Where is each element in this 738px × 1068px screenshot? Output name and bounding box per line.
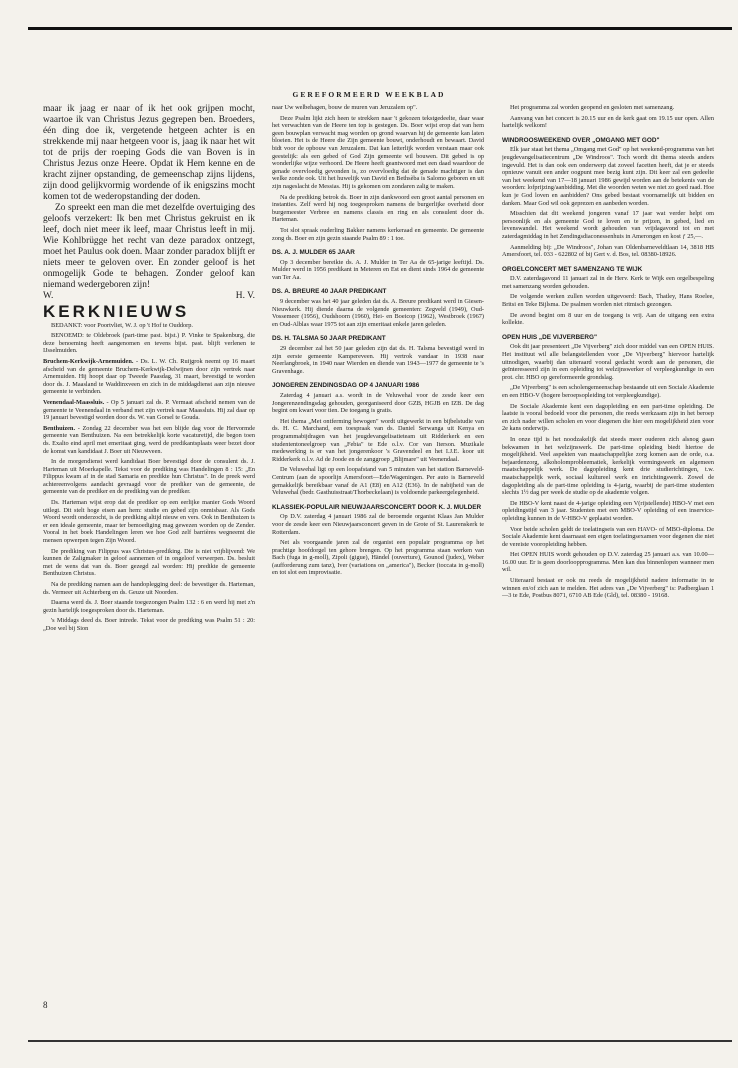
news-paragraph: Het programma zal worden geopend en gesloten met samenzang. xyxy=(510,104,675,111)
news-paragraph: In onze tijd is het noodzakelijk dat steeds meer ouderen zich alsnog gaan bekwamen in het welzijnswerk. De part-time opleiding biedt hiertoe de mogelijkheid. Veel aspekten van maatschappelijke zorg komen aan de orde, o.a. bejaardenzorg, alkoholomprobleematiek, kerkelijk vormingswerk en algemeen maatschappelijk werk. De dagopleiding kent drie studierichtingen, t.w. maatschappelijk werk, sociaal kultureel werk en inrichtingswerk. Zowel de dagopleiding als de part-time opleiding is 4-jarig, waarbij de part-time studenten slechts 1½ dag per week de studie op de akademie volgen. xyxy=(502,435,714,497)
news-paragraph: Tot slot spraak ouderling Bakker namens kerkeraad en gemeente. De gemeente zong ds. Boer en zijn gezin staande Psalm 89 : 1 toe. xyxy=(272,226,484,242)
column-right xyxy=(502,104,714,603)
essay-paragraph: maar ik jaag er naar of ik het ook grijpen mocht, waartoe ik van Christus Jezus gegrepen ben. Broeders, één ding doe ik, vergetende hetgeen achter is en strekkende mij naar hetgeen voor is, jaag ik naar het wit tot de prijs der roeping Gods die van Boven is in Christus Jezus onze Heere. Opdat ik Hem kenne en de kracht zijner opstanding, de gemeenschap zijns lijdens, zijn dood gelijkvormig wordende of ik enigszins mocht komen tot de wederopstanding der doden. xyxy=(43,104,255,202)
news-paragraph: De volgende werken zullen worden uitgevoerd: Bach, Thatley, Hans Roelee, Britsi en Teke Bijlsma. De psalmen worden niet ritmisch gezongen. xyxy=(502,293,714,309)
news-item xyxy=(43,581,255,596)
benthuizen-continued xyxy=(272,104,484,242)
top-rule xyxy=(28,27,732,30)
news-heading: WINDROOSWEEKEND OVER „OMGANG MET GOD" xyxy=(502,136,660,144)
news-item-place: Veenendaal-Maassluis. xyxy=(43,398,105,406)
bottom-rule xyxy=(28,1040,732,1042)
news-items-right xyxy=(502,137,714,600)
news-paragraph: 29 december zal het 50 jaar geleden zijn dat ds. H. Talsma bevestigd werd in zijn eerste gemeente Kampereveen. Hij vertrok vandaar in 1938 naar Neerlangbroek, in 1940 naar Wierden en diende van 1943—1977 de gemeente te 's Gravenhage. xyxy=(272,345,484,375)
news-item-text: - Zondag 22 december was het een blijde dag voor de Hervormde gemeente van Benthuizen. Na een betrekkelijk korte vacaturetijd, die begon toen ds. Exalto eind april met emeritaat ging, werd de predikantsplaats weer bezet door de komst van kandidaat J. Boer uit Nieuwveen. xyxy=(43,424,255,455)
news-paragraph: Het OPEN HUIS wordt gehouden op D.V. zaterdag 25 januari a.s. van 10.00—16.00 uur. Er is geen doorloopprogramma. Men kan dus binnenlopen wanneer men wil. xyxy=(502,551,714,574)
news-paragraph: Zaterdag 4 januari a.s. wordt in de Veluwehal voor de zesde keer een Jongerenzendingsdag gehouden, georganiseerd door GZB, HGJB en IZB. De dag begint om kwart voor tien. De toegang is gratis. xyxy=(272,392,484,415)
news-paragraph: Aanvang van het concert is 20.15 uur en de kerk gaat om 19.15 uur open. Allen hartelijk welkom! xyxy=(502,114,714,130)
news-paragraph: Misschien dat dit weekend jongeren vanaf 17 jaar wat verder helpt om persoonlijk en als gemeente God te loven en te prijzen, in gebed, lied en levenswandel. Het weekend wordt gehouden van vrijdagavond tot en met zaterdagmiddag in het Zendingsdiaconessenhuis in Amerongen en kost ƒ 25,—. xyxy=(502,210,714,240)
news-heading: KLASSIEK-POPULAIR NIEUWJAARSCONCERT DOOR K. J. MULDER xyxy=(272,503,482,511)
news-item xyxy=(43,358,255,396)
news-item xyxy=(43,548,255,578)
news-item xyxy=(43,499,255,545)
news-paragraph: Elk jaar staat het thema „Omgang met God" op het weekend-programma van het jeugdevangelisatiecentrum „De Windroos". Toch wordt dit thema steeds anders ingevuld. Het is dan ook een onderwerp dat zoveel facetten heeft, dat je er steeds opnieuw vanuit een ander oogpunt mee bezig kunt zijn. Dit keer zal een gedeelte van het weekend van 17—18 januari 1986 gewijd worden aan de betekenis van de woorden: lofprijzing/aanbidding. Met die woorden weten we niet zo goed raad. Hoe kun je God loven en aanbidden? Ons gebed bestaat voornamelijk uit bidden en danken. Maar God wil ook geprezen en aanbeden worden. xyxy=(502,146,714,207)
column-left xyxy=(43,104,255,636)
news-item-text: 's Middags deed ds. Boer intrede. Tekst voor de prediking was Psalm 51 : 20: „Doe wel bij Sion xyxy=(43,617,255,632)
news-item-text: - Op 5 januari zal ds. P. Vermaat afscheid nemen van de gemeente te Veenendaal in verband met zijn vertrek naar Maassluis. Hij zal daar op 19 januari bevestigd worden door ds. W. van Gorsel te Gouda. xyxy=(43,398,255,422)
news-paragraph: naar Uw welbehagen, bouw de muren van Jeruzalem op". xyxy=(272,104,418,111)
news-item-text: De prediking van Filippus was Christus-prediking. Die is niet vrijblijvend: We kunnen de Zaligmaker in geloof aannemen of in ongeloof verwerpen. Ds. besluit met de wens dat van ds. Boer gezegd zal worden: Hij predikte de gemeente Benthuizen Christus. xyxy=(43,547,255,578)
news-item-text: Daarna werd ds. J. Boer staande toegezongen Psalm 132 : 6 en werd hij met z'n gezin hartelijk toegesproken door ds. Harteman. xyxy=(43,599,255,614)
news-paragraph: De HBO-V kent naast de 4-jarige opleiding een V(rijstellende) HBO-V met een opleidingstijd van 3 jaar. Studenten met een MBO-V opleiding of een inservice-opleiding kunnen in de V-HBO-V geplaatst worden. xyxy=(502,499,714,522)
news-heading: JONGEREN ZENDINGSDAG OP 4 JANUARI 1986 xyxy=(272,382,420,390)
essay-conclusion xyxy=(43,104,255,291)
news-item-text: BENOEMD: te Oldebroek (part-time past. bijst.) P. Vinke te Spakenburg, die deze benoeming heeft aangenomen en tevens bijst. past. blijft verlenen te IJsselmuiden. xyxy=(43,332,255,355)
page-number: 8 xyxy=(43,1000,48,1010)
news-item xyxy=(43,599,255,614)
news-paragraph: Ook dit jaar presenteert „De Vijverberg" zich door middel van een OPEN HUIS. Het instituut wil alle belangstellenden voor „De Vijverberg" hiervoor hartelijk uitnodigen, waarbij dan uiteraard vooral gedacht wordt aan de personen, die geïnteresseerd zijn in een opleiding tot welzijnswerker of verpleegkundige in een prot. chr. HBO op gereformeerde grondslag. xyxy=(502,343,714,381)
news-paragraph: Voor beide scholen geldt de toelatingseis van een HAVO- of MBO-diploma. De Sociale Akademie kent daarnaast een eigen toelatingsexamen voor degenen die niet de vereiste vooropleiding hebben. xyxy=(502,525,714,548)
news-heading: DS. A. J. MULDER 65 JAAR xyxy=(272,249,355,257)
news-paragraph: Op D.V. zaterdag 4 januari 1986 zal de beroemde organist Klaas Jan Mulder voor de zesde keer een Nieuwjaarsconcert geven in de Grote of St. Laurenskerk te Rotterdam. xyxy=(272,513,484,536)
news-paragraph: „De Vijverberg" is een scholengemeenschap bestaande uit een Sociale Akademie en een HBO-V (hogere beroepsopleiding tot verpleegkundige). xyxy=(502,384,714,399)
news-paragraph: Deze Psalm lijkt zich heen te strekken naar 't gekozen tekstgedeelte, daar waar het verwachten van de Heere ten top is gestegen. Ds. Boer wijst erop dat van hem geen bouwplan verwacht mag worden op grond waarvan hij de gemeente kan laten bloeien. Het is de Heere die Zijn gemeente bouwt, onderhoudt en bewaart. David bidt voor de opbouw van Jeruzalem. Dat kan letterlijk worden verstaan maar ook geestelijk: als een gebed of God Zijn gemeente wil bouwen. Dit gebed is op wonderlijke wijze verhoord. De Heere heeft geantwoord met een daad waardoor de genade overvloedig gevonden is, zo overvloedig dat de genade machtiger is dan welke zonde ook. Uit het huwelijk van David en Bethsèba is Salomo geboren en uit zijn nageslacht de Messias. Hij is gekomen om zondaren zalig te maken. xyxy=(272,114,484,190)
news-item xyxy=(43,617,255,632)
signature-left: W. xyxy=(43,291,54,301)
news-heading: DS. A. BREURE 40 JAAR PREDIKANT xyxy=(272,288,387,296)
news-paragraph: D.V. zaterdagavond 11 januari zal in de Herv. Kerk te Wijk een orgelbespeling met samenzang worden gehouden. xyxy=(502,275,714,290)
news-item-text: - Ds. L. W. Ch. Ruijgrok neemt op 16 maart afscheid van de gemeente Bruchem-Kerkwijk-Delwijnen door zijn vertrek naar Arnemuiden. Hij hoopt daar op Tweede Paasdag, 31 maart, bevestigd te worden door ds. J. Maasland te Waddinxveen en zich in de middagdienst aan zijn nieuwe gemeente te verbinden. xyxy=(43,357,255,396)
news-paragraph: Aanmelding bij: „De Windroos", Johan van Oldenbarneveldtlaan 14, 3818 HB Amersfoort, tel. 033 - 622802 of bij Gert v. d. Bos, tel. 08380-18926. xyxy=(502,243,714,259)
news-item-text: BEDANKT: voor Poortvliet, W. J. op 't Hof te Ouddorp. xyxy=(51,321,193,329)
essay-paragraph: Zo spreekt een man die met dezelfde overtuiging des geloofs verzekert: Ik ben met Christus gekruist en ik leef, doch niet meer ik leef, maar Christus leeft in mij. Wie Kohlbrügge het recht van deze paradox ontzegt, moet het Paulus ook doen. Maar zonder paradox blijft er niets meer te geloven over. En zonder geloof is het onmogelijk Gode te behagen. Zonder geloof kan niemand wedergeboren zijn! xyxy=(43,203,255,290)
news-item xyxy=(43,399,255,422)
concert-continued xyxy=(502,104,714,130)
news-paragraph: De Sociale Akademie kent een dagopleiding en een part-time opleiding. De laatste is vooral bedoeld voor die personen, die reeds werkzaam zijn in het beroep en zich nader willen scholen en voor diegenen die hier een mogelijkheid zien voor 2e kans onderwijs. xyxy=(502,402,714,433)
news-item xyxy=(43,458,255,496)
news-heading: OPEN HUIS „DE VIJVERBERG" xyxy=(502,333,598,341)
news-paragraph: De avond begint om 8 uur en de toegang is vrij. Aan de uitgang een extra kollekte. xyxy=(502,311,714,327)
column-middle xyxy=(272,104,484,580)
kerknieuws-items xyxy=(43,322,255,633)
news-items-middle xyxy=(272,249,484,577)
masthead: GEREFORMEERD WEEKBLAD xyxy=(292,90,446,99)
news-paragraph: Het thema „Met ontferming bewogen" wordt uitgewerkt in een bijbelstudie van ds. H. C. Marchand, een toespraak van ds. Daniel Serwanga uit Kenya en programmabijdragen van het jeugdevangelisatieteam uit Ridderkerk en een studententoneelgroep van „Febia" te Ede o.l.v. Cor van Iterson. Muzikale medewerking is er van het jongerenkoor 's Gravendeel en het I.J.E. koor uit Ridderkerk o.l.v. Ad de Joode en de zanggroep „Blijmare" uit Veenendaal. xyxy=(272,417,484,463)
kerknieuws-title: KERKNIEUWS xyxy=(43,302,190,321)
news-item xyxy=(43,332,255,355)
news-item xyxy=(43,425,255,455)
news-item-text: In de morgendienst werd kandidaat Boer bevestigd door de consulent ds. J. Harteman uit Moerkapelle. Tekst voor de prediking was Handelingen 8 : 15: „En Filippus kwam af in de stad Samaria en predikte hun Christus". In de preek werd achtereenvolgens aandacht gevraagd voor de prediker van de gemeente, de gemeente van de prediker en de prediking van de prediker. xyxy=(43,458,255,496)
signature-right: H. V. xyxy=(235,291,255,301)
news-item-place: Benthuizen. xyxy=(43,424,76,432)
news-heading: ORGELCONCERT MET SAMENZANG TE WIJK xyxy=(502,265,643,273)
news-item xyxy=(43,322,255,330)
news-paragraph: Uiteraard bestaat er ook nu reeds de mogelijkheid nadere informatie in te winnen en/of zich aan te melden. Het adres van „De Vijverberg" is: Padberglaan 1—3 te Ede, Postbus 8071, 6710 AB Ede (Gld), tel. 08380 - 19168. xyxy=(502,577,714,600)
essay-signature xyxy=(43,291,255,302)
news-item-text: Ds. Harteman wijst erop dat de prediker op een eerlijke manier Gods Woord uitlegt. Dit stelt hoge eisen aan hem: studie en gebed zijn onmisbaar. Als Gods Woord wordt onderzocht, is de prediking altijd nieuw en vers. Ook in Benthuizen is er een ideale gemeente, maar ter bemoediging mag gewezen worden op de Zender. Vooral in het boek Handelingen leren we hoe God zelf barrières wegneemt die mensen opwerpen tegen Zijn Woord. xyxy=(43,499,255,545)
news-item-place: Bruchem-Kerkwijk-Arnemuiden. xyxy=(43,357,134,365)
news-paragraph: Net als voorgaande jaren zal de organist een populair programma op het prachtige hoofdorgel ten gehore brengen. Op het programma staan werken van Bach (fuga in g-moll), Zipoli (gigue), Händel (ouverture), Gounod (judex), Weber (aufforderung zum tanz), Iver (variations on „america"), Becker (toccata in g-moll) en tot slot een improvisatie. xyxy=(272,539,484,577)
news-heading: DS. H. TALSMA 50 JAAR PREDIKANT xyxy=(272,335,386,343)
news-paragraph: Op 3 december bereikte ds. A. J. Mulder in Ter Aa de 65-jarige leeftijd. Ds. Mulder werd in 1956 predikant in Meteren en Est en dient sinds 1964 de gemeente van Ter Aa. xyxy=(272,258,484,281)
news-paragraph: 9 december was het 40 jaar geleden dat ds. A. Breure predikant werd in Giesen-Nieuwkerk. Hij diende daarna de volgende gemeenten: Zegveld (1949), Oud-Vossemeer (1956), Oudshoorn (1960), Hei- en Boeicop (1962), Westbroek (1967) en Oud-Alblas waar 1975 tot aan zijn emeritaat enkele jaren geleden. xyxy=(272,298,484,328)
news-item-text: Na de prediking namen aan de handoplegging deel: de bevestiger ds. Harteman, ds. Vermeer uit Achterberg en ds. Geuze uit Noorden. xyxy=(43,581,255,596)
news-paragraph: Na de prediking betrok ds. Boer in zijn dankwoord een groot aantal personen en instanties. Zelf werd hij nog toegesproken namens de burgerlijke overheid door burgemeester Verbree en namens classis en ring en als consulent door ds. Harteman. xyxy=(272,193,484,224)
news-paragraph: De Veluwehal ligt op een loopafstand van 5 minuten van het station Barneveld-Centrum (aan de spoorlijn Amersfoort—Ede/Wageningen. Per auto is Barneveld gemakkelijk bereikbaar vanaf de A1 (E8) en A12 (E36). In de nabijheid van de Veluwehal (bedr. Gasthuisstraat/Thorbeckelaan) is voldoende parkeergelegenheid. xyxy=(272,466,484,497)
